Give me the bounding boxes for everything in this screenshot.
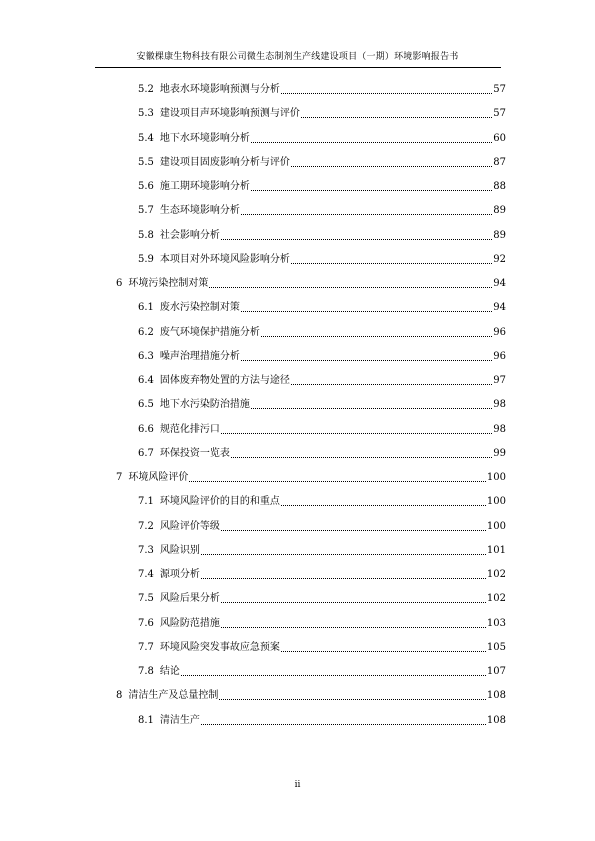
toc-entry[interactable]: [138, 178, 506, 194]
toc-entry-title: 风险防范措施: [159, 617, 220, 629]
toc-entry-page: 102: [486, 593, 506, 605]
toc-entry-title: 噪声治理措施分析: [159, 350, 240, 362]
toc-dot-leader: [241, 360, 492, 361]
toc-entry-title: 废水污染控制对策: [159, 302, 240, 314]
toc-entry-number: 7.6: [138, 617, 154, 629]
toc-entry-number: 6.6: [138, 423, 154, 435]
toc-entry[interactable]: [138, 518, 506, 534]
toc-entry-title: 环保投资一览表: [159, 447, 230, 459]
toc-entry-page: 101: [486, 544, 506, 556]
toc-dot-leader: [281, 651, 486, 652]
toc-entry-number: 7.3: [138, 544, 154, 556]
toc-entry[interactable]: [138, 396, 506, 412]
toc-dot-leader: [221, 433, 492, 434]
toc-entry-title: 源项分析: [159, 569, 200, 580]
toc-dot-leader: [181, 675, 486, 676]
toc-entry-number: 5.5: [138, 156, 154, 168]
toc-entry-page: 98: [493, 423, 506, 435]
toc-entry-page: 89: [493, 205, 506, 217]
toc-entry[interactable]: [138, 639, 506, 655]
toc-entry-number: 5.8: [138, 229, 154, 241]
toc-entry-title: 清洁生产: [159, 714, 200, 726]
toc-entry-number: 8.1: [138, 714, 154, 726]
toc-entry-number: 6.3: [138, 350, 154, 362]
toc-entry[interactable]: [138, 130, 506, 146]
toc-entry-title: 固体废弃物处置的方法与途径: [159, 375, 290, 386]
toc-entry-page: 89: [493, 229, 506, 241]
toc-entry-page: 100: [486, 472, 506, 483]
toc-entry-title: 风险后果分析: [159, 593, 220, 605]
toc-entry[interactable]: [138, 542, 506, 558]
toc-dot-leader: [221, 602, 486, 603]
toc-entry-page: 60: [493, 132, 506, 144]
toc-entry-title: 环境风险突发事故应急预案: [159, 641, 280, 653]
toc-entry[interactable]: [138, 299, 506, 315]
toc-entry[interactable]: [138, 105, 506, 121]
toc-dot-leader: [221, 530, 486, 531]
toc-entry-page: 107: [486, 666, 506, 677]
toc-entry-number: 5.7: [138, 205, 154, 217]
toc-entry[interactable]: [138, 445, 506, 461]
toc-entry-page: 94: [493, 278, 506, 289]
toc-entry-number: 6: [116, 278, 123, 289]
toc-entry[interactable]: [116, 687, 506, 703]
toc-dot-leader: [241, 214, 492, 215]
toc-entry-number: 8: [116, 690, 123, 702]
toc-entry-title: 环境风险评价: [128, 472, 189, 483]
toc-entry-title: 地下水环境影响分析: [159, 132, 250, 144]
toc-entry-number: 7.7: [138, 641, 154, 653]
toc-entry-title: 风险识别: [159, 544, 200, 556]
toc-entry-page: 108: [486, 690, 506, 702]
running-header: 安徽棵康生物科技有限公司微生态制剂生产线建设项目（一期）环境影响报告书: [136, 52, 459, 62]
toc-dot-leader: [221, 239, 492, 240]
toc-entry-page: 105: [486, 641, 506, 653]
toc-entry-page: 88: [493, 181, 506, 192]
toc-dot-leader: [221, 627, 486, 628]
toc-entry-number: 6.1: [138, 302, 154, 314]
toc-entry-title: 地下水污染防治措施: [159, 399, 250, 411]
toc-entry-number: 7: [116, 472, 123, 483]
toc-entry[interactable]: [138, 251, 506, 267]
toc-entry-title: 环境风险评价的目的和重点: [159, 496, 280, 508]
toc-dot-leader: [189, 481, 486, 482]
toc-entry-title: 环境污染控制对策: [128, 278, 209, 289]
toc-entry[interactable]: [138, 154, 506, 170]
toc-entry-title: 建设项目固废影响分析与评价: [159, 156, 290, 168]
toc-dot-leader: [291, 384, 492, 385]
toc-entry[interactable]: [116, 275, 506, 291]
toc-entry-number: 7.5: [138, 593, 154, 605]
toc-entry[interactable]: [116, 469, 506, 485]
toc-entry[interactable]: [138, 348, 506, 364]
toc-entry-title: 结论: [159, 666, 180, 677]
toc-dot-leader: [219, 699, 486, 700]
toc-entry-page: 96: [493, 326, 506, 338]
toc-entry-title: 清洁生产及总量控制: [128, 690, 219, 702]
toc-dot-leader: [201, 554, 486, 555]
toc-dot-leader: [241, 311, 492, 312]
toc-dot-leader: [251, 142, 492, 143]
toc-dot-leader: [201, 724, 486, 725]
toc-entry-title: 本项目对外环境风险影响分析: [159, 253, 290, 265]
toc-dot-leader: [291, 263, 492, 264]
toc-entry[interactable]: [138, 202, 506, 218]
toc-entry-title: 建设项目声环境影响预测与评价: [159, 108, 300, 120]
toc-entry-page: 102: [486, 569, 506, 580]
toc-entry-page: 87: [493, 156, 506, 168]
toc-entry-title: 地表水环境影响预测与分析: [159, 84, 280, 95]
toc-entry-page: 98: [493, 399, 506, 411]
toc-entry[interactable]: [138, 493, 506, 509]
toc-entry-title: 社会影响分析: [159, 229, 220, 241]
toc-dot-leader: [251, 408, 492, 409]
toc-dot-leader: [251, 190, 492, 191]
toc-entry[interactable]: [138, 663, 506, 679]
toc-dot-leader: [209, 287, 492, 288]
toc-entry-number: 7.8: [138, 666, 154, 677]
toc-entry-page: 103: [486, 617, 506, 629]
toc-entry-page: 100: [486, 496, 506, 508]
toc-entry-title: 施工期环境影响分析: [159, 181, 250, 192]
toc-entry-number: 5.2: [138, 84, 154, 95]
toc-dot-leader: [301, 117, 492, 118]
toc-entry-number: 5.9: [138, 253, 154, 265]
toc-entry[interactable]: [138, 566, 506, 582]
toc-dot-leader: [281, 93, 492, 94]
toc-entry-number: 6.7: [138, 447, 154, 459]
toc-entry-page: 94: [493, 302, 506, 314]
toc-entry[interactable]: [138, 372, 506, 388]
toc-entry-number: 5.3: [138, 108, 154, 120]
toc-dot-leader: [231, 457, 492, 458]
toc-dot-leader: [261, 336, 492, 337]
toc-entry[interactable]: [138, 421, 506, 437]
toc-entry-page: 108: [486, 714, 506, 726]
toc-entry[interactable]: [138, 324, 506, 340]
toc-entry-number: 7.2: [138, 520, 154, 532]
toc-entry[interactable]: [138, 590, 506, 606]
toc-dot-leader: [281, 505, 486, 506]
toc-dot-leader: [291, 166, 492, 167]
toc-entry-number: 7.4: [138, 569, 154, 580]
toc-entry-page: 96: [493, 350, 506, 362]
toc-entry-page: 99: [493, 447, 506, 459]
toc-entry[interactable]: [138, 81, 506, 97]
toc-dot-leader: [201, 578, 486, 579]
page-number: ii: [294, 780, 301, 790]
toc-entry[interactable]: [138, 712, 506, 728]
toc-entry-title: 废气环境保护措施分析: [159, 326, 260, 338]
toc-entry-page: 97: [493, 375, 506, 386]
toc-entry-title: 规范化排污口: [159, 423, 220, 435]
toc-entry-number: 6.2: [138, 326, 154, 338]
toc-entry-page: 57: [493, 108, 506, 120]
toc-entry-number: 6.5: [138, 399, 154, 411]
toc-entry[interactable]: [138, 615, 506, 631]
toc-entry-number: 6.4: [138, 375, 154, 386]
toc-entry-page: 92: [493, 253, 506, 265]
toc-entry[interactable]: [138, 227, 506, 243]
toc-entry-title: 生态环境影响分析: [159, 205, 240, 217]
toc-entry-number: 5.4: [138, 132, 154, 144]
toc-entry-number: 5.6: [138, 181, 154, 192]
toc-entry-number: 7.1: [138, 496, 154, 508]
toc-entry-title: 风险评价等级: [159, 520, 220, 532]
toc-entry-page: 57: [493, 84, 506, 95]
toc-entry-page: 100: [486, 520, 506, 532]
header-rule: [95, 67, 501, 68]
